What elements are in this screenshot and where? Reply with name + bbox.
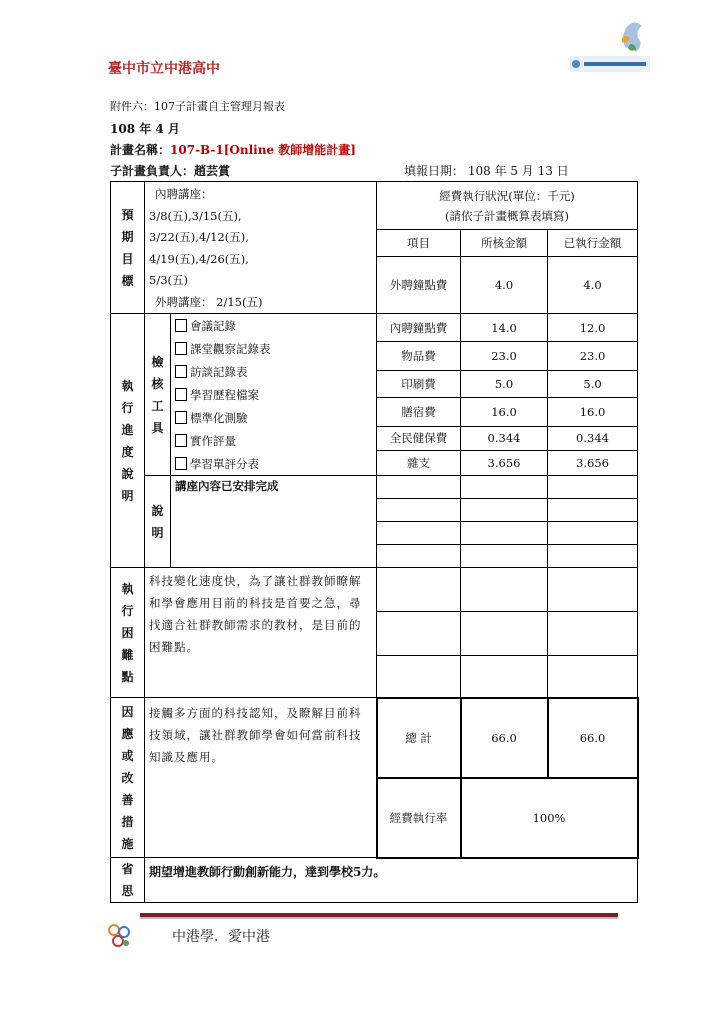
measure-text: 接觸多方面的科技認知，及瞭解目前科技領域，讓社群教師學會如何當前科技知識及應用。	[145, 698, 377, 858]
tool-item: 學習單評分表	[175, 452, 372, 475]
checkbox-icon[interactable]	[175, 388, 187, 401]
progress-header: 執行進度說明	[111, 314, 145, 568]
school-name: 臺中市立中港高中	[108, 61, 220, 77]
checkbox-icon[interactable]	[175, 319, 187, 332]
plan-owner: 子計畫負責人：趙芸賞	[110, 164, 231, 178]
goal-line: 4/19(五),4/26(五),	[149, 251, 249, 266]
goal-line: 內聘講座：	[155, 187, 213, 201]
budget-approved: 0.344	[461, 426, 548, 450]
tools-header: 檢核工具	[145, 314, 171, 476]
budget-title-cell	[377, 182, 638, 230]
tool-item: 標準化測驗	[175, 406, 372, 429]
plan-label: 計畫名稱：	[110, 143, 171, 157]
budget-approved: 5.0	[461, 370, 548, 397]
empty-cell	[377, 656, 461, 698]
reflect-header: 省思	[111, 858, 145, 903]
budget-approved: 23.0	[461, 342, 548, 370]
budget-title: 經費執行狀況(單位：千元)	[439, 188, 575, 203]
budget-item: 印刷費	[377, 370, 461, 397]
total-approved: 66.0	[461, 698, 548, 778]
tools-list	[171, 314, 377, 476]
desc-header: 說明	[145, 476, 171, 568]
col-approved: 所核金額	[461, 230, 548, 256]
goal-line: 5/3(五)	[149, 273, 188, 287]
budget-executed: 5.0	[548, 370, 638, 397]
year-month: 108 年 4 月	[110, 122, 180, 136]
difficulty-text: 科技變化速度快，為了讓社群教師瞭解和學會應用目前的科技是首要之急，尋找適合社群教師需求的教材，是目前的困難點。	[145, 568, 377, 698]
total-label: 總 計	[377, 698, 461, 778]
tool-item: 課堂觀察記錄表	[175, 337, 372, 360]
budget-approved: 16.0	[461, 398, 548, 426]
tool-item: 會議記錄	[175, 314, 372, 337]
checkbox-icon[interactable]	[175, 365, 187, 378]
empty-cell	[377, 612, 461, 656]
goal-line: 外聘講座： 2/15(五)	[155, 294, 263, 309]
difficulty-header: 執行困難點	[111, 568, 145, 698]
footer-logo	[106, 922, 132, 950]
empty-cell	[377, 499, 461, 522]
empty-cell	[377, 522, 461, 545]
empty-cell	[548, 476, 638, 499]
col-item: 項目	[377, 230, 461, 256]
budget-item: 雜支	[377, 450, 461, 475]
goal-line: 3/8(五),3/15(五),	[149, 208, 242, 223]
budget-executed: 16.0	[548, 398, 638, 426]
report-table	[110, 181, 639, 903]
budget-approved: 14.0	[461, 314, 548, 342]
col-executed: 已執行金額	[548, 230, 638, 256]
empty-cell	[461, 545, 548, 568]
school-logo	[566, 14, 654, 78]
empty-cell	[461, 568, 548, 612]
total-executed: 66.0	[548, 698, 638, 778]
budget-item: 內聘鐘點費	[377, 314, 461, 342]
reflect-text: 期望增進教師行動創新能力，達到學校5力。	[145, 858, 638, 903]
empty-cell	[377, 545, 461, 568]
goal-content	[145, 182, 377, 314]
footer-divider-shadow	[140, 917, 618, 919]
rate-label: 經費執行率	[377, 778, 461, 858]
empty-cell	[461, 499, 548, 522]
empty-cell	[548, 656, 638, 698]
tool-item: 訪談記錄表	[175, 360, 372, 383]
budget-executed: 4.0	[548, 256, 638, 313]
desc-text: 講座內容已安排完成	[171, 476, 377, 568]
attachment-label: 附件六：107子計畫自主管理月報表	[110, 100, 285, 113]
budget-executed: 12.0	[548, 314, 638, 342]
empty-cell	[461, 656, 548, 698]
rate-value: 100%	[461, 778, 638, 858]
empty-cell	[548, 522, 638, 545]
empty-cell	[377, 568, 461, 612]
checkbox-icon[interactable]	[175, 411, 187, 424]
empty-cell	[461, 522, 548, 545]
checkbox-icon[interactable]	[175, 434, 187, 447]
budget-subtitle: (請依子計畫概算表填寫)	[445, 208, 570, 223]
plan-title	[110, 141, 356, 158]
checkbox-icon[interactable]	[175, 457, 187, 470]
measure-header: 因應或改善措施	[111, 698, 145, 858]
budget-executed: 3.656	[548, 450, 638, 475]
empty-cell	[548, 545, 638, 568]
empty-cell	[461, 612, 548, 656]
budget-executed: 0.344	[548, 426, 638, 450]
budget-item: 膳宿費	[377, 398, 461, 426]
budget-approved: 4.0	[461, 256, 548, 313]
budget-item: 物品費	[377, 342, 461, 370]
fill-date: 填報日期： 108 年 5 月 13 日	[404, 164, 569, 178]
empty-cell	[548, 499, 638, 522]
tool-item: 學習歷程檔案	[175, 383, 372, 406]
budget-item: 全民健保費	[377, 426, 461, 450]
tool-item: 實作評量	[175, 429, 372, 452]
checkbox-icon[interactable]	[175, 342, 187, 355]
footer-slogan: 中港學．愛中港	[172, 929, 270, 945]
goal-line: 3/22(五),4/12(五),	[149, 230, 249, 244]
budget-approved: 3.656	[461, 450, 548, 475]
goal-header: 預期目標	[111, 182, 145, 314]
budget-executed: 23.0	[548, 342, 638, 370]
plan-name: 107-B-1[Online 教師增能計畫]	[170, 143, 356, 157]
budget-item: 外聘鐘點費	[377, 256, 461, 313]
empty-cell	[548, 568, 638, 612]
empty-cell	[377, 476, 461, 499]
empty-cell	[461, 476, 548, 499]
empty-cell	[548, 612, 638, 656]
